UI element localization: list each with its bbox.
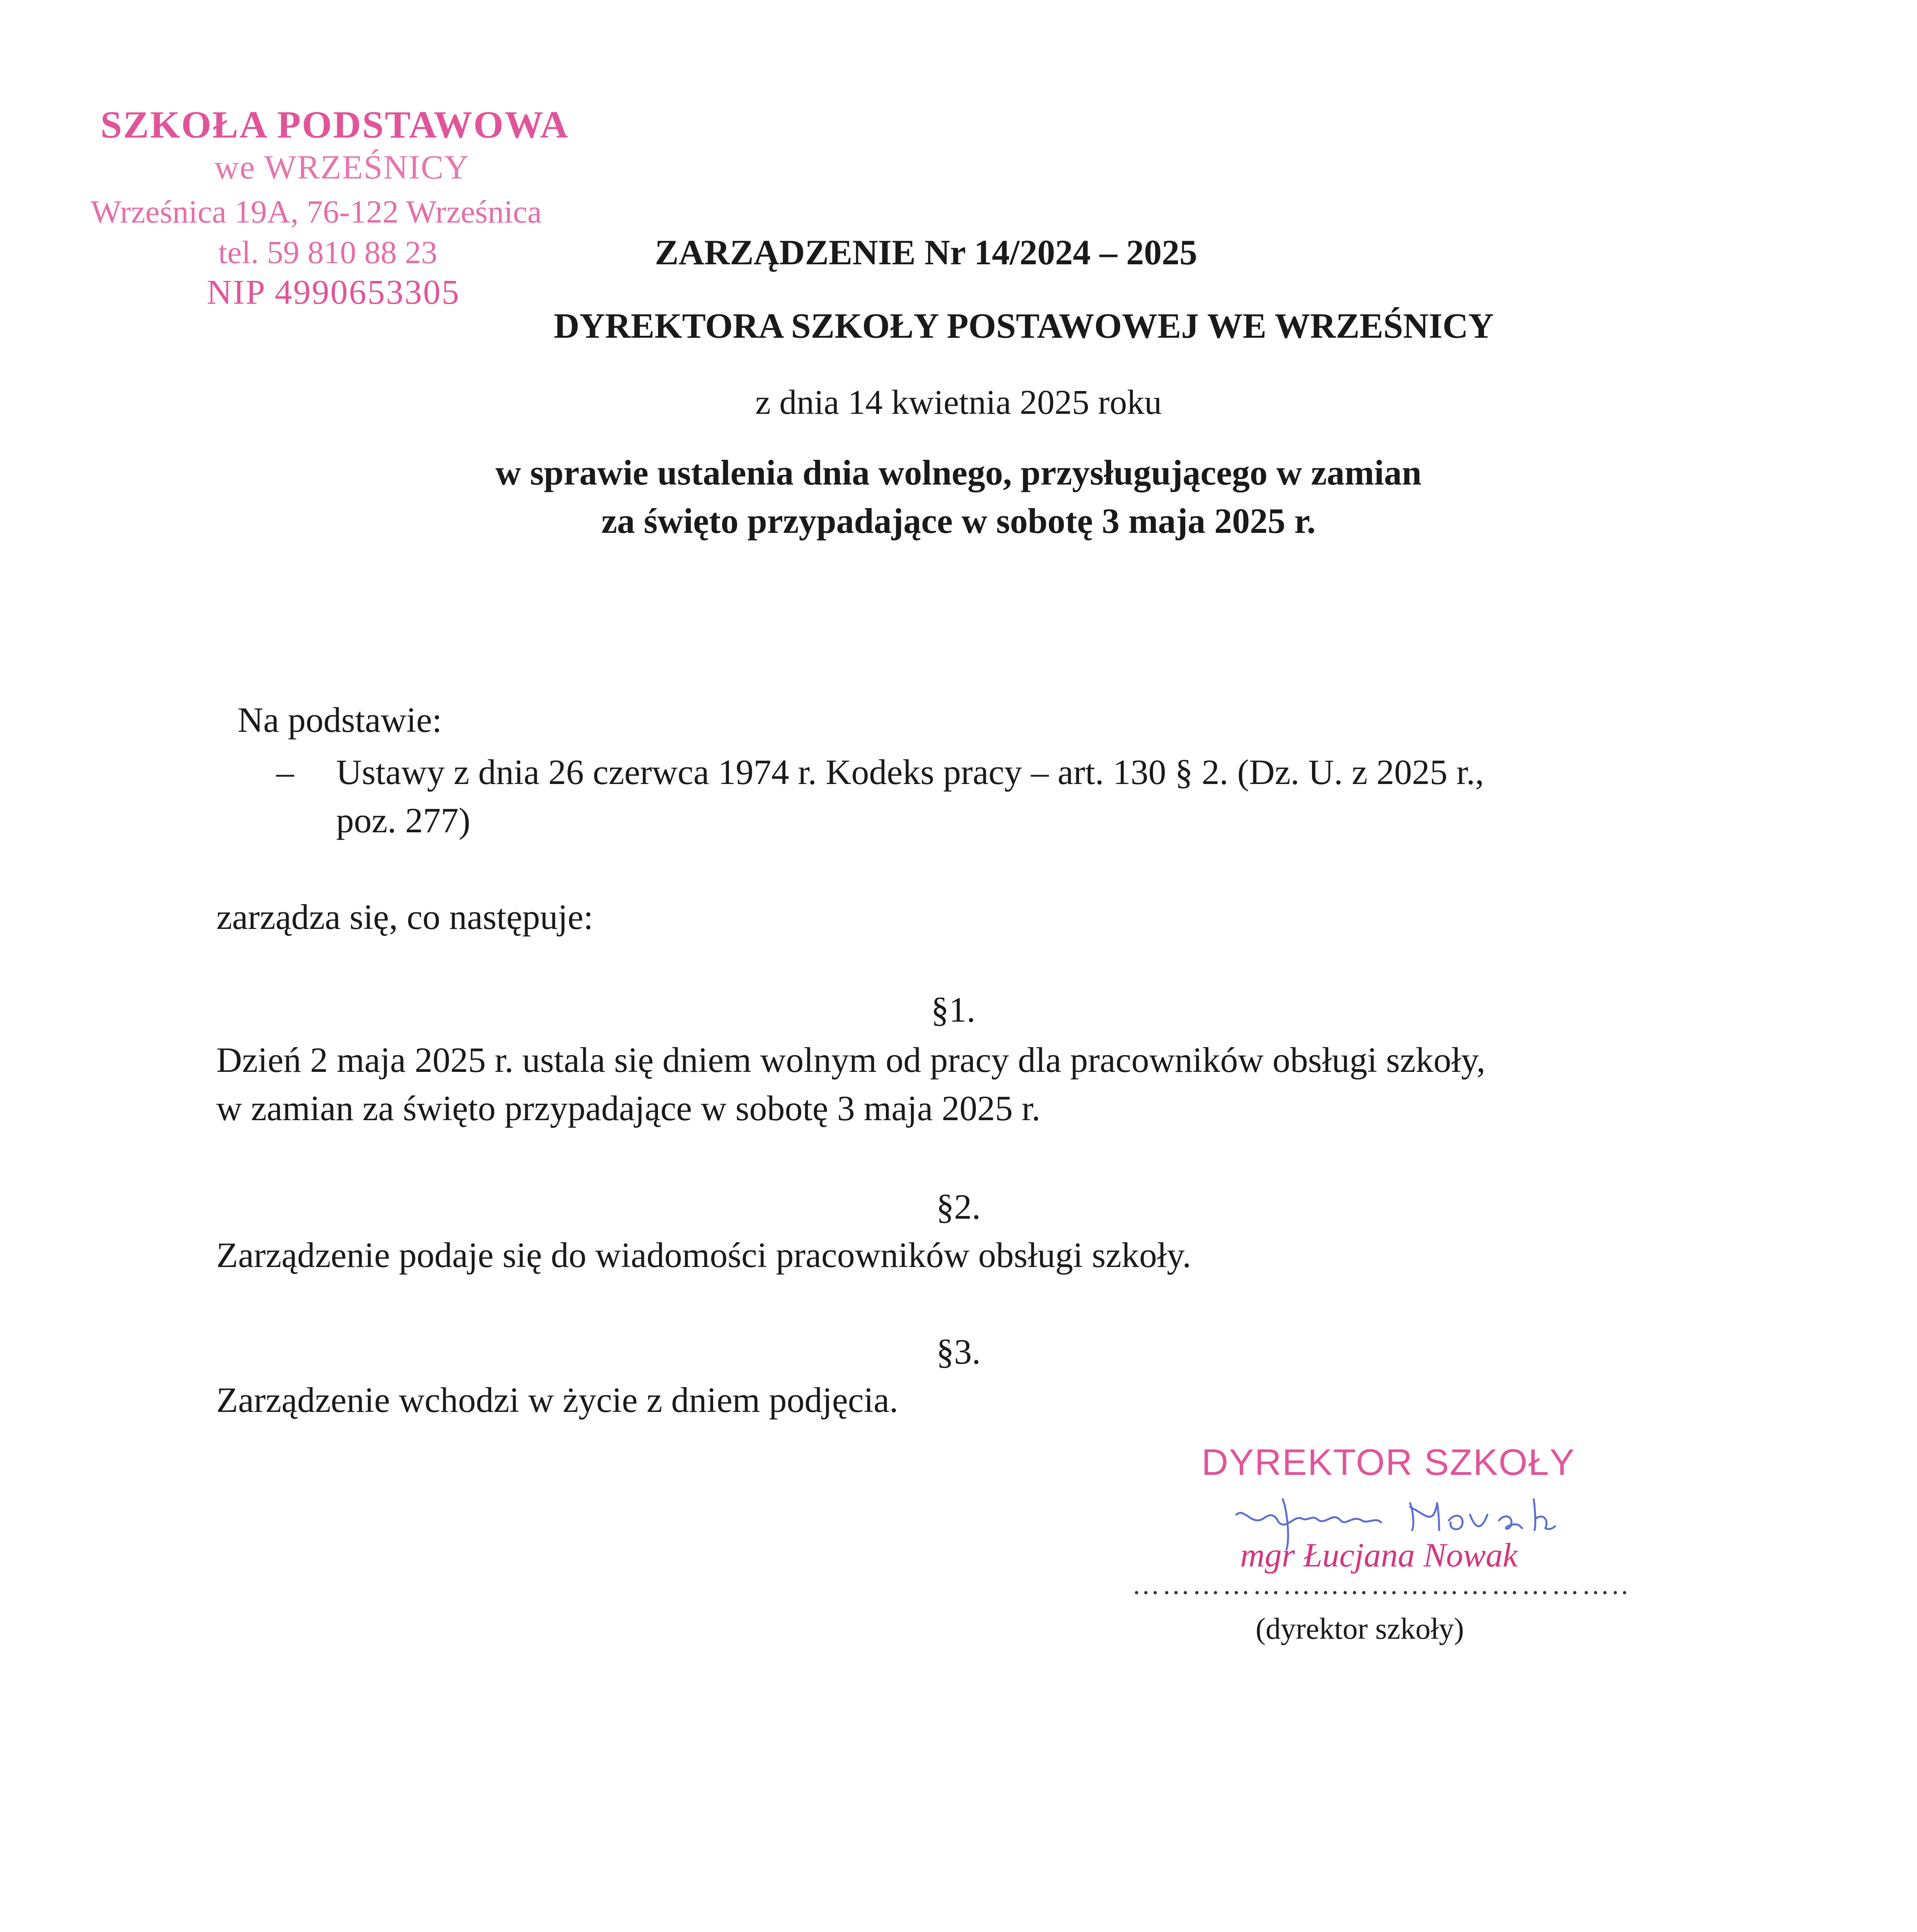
basis-intro: Na podstawie:	[238, 700, 442, 740]
basis-item-line-2: poz. 277)	[336, 801, 471, 840]
document-date: z dnia 14 kwietnia 2025 roku	[755, 383, 1162, 422]
paragraph-1-line-2: w zamian za święto przypadające w sobotę 3 maja 2025 r.	[216, 1088, 1041, 1128]
stamp-line-3: Wrześnica 19A, 76-122 Wrześnica	[91, 194, 542, 230]
paragraph-1-line-1: Dzień 2 maja 2025 r. ustala się dniem wolnym od pracy dla pracowników obsługi szkoły,	[216, 1040, 1485, 1080]
subject-line-2: za święto przypadające w sobotę 3 maja 2025 r.	[601, 501, 1316, 541]
paragraph-2-number: §2.	[936, 1187, 981, 1226]
signature-role-stamp: DYREKTOR SZKOŁY	[1202, 1442, 1575, 1483]
stamp-line-5: NIP 4990653305	[207, 273, 461, 311]
basis-item-line-1: Ustawy z dnia 26 czerwca 1974 r. Kodeks pracy – art. 130 § 2. (Dz. U. z 2025 r.,	[336, 752, 1484, 792]
paragraph-3-line-1: Zarządzenie wchodzi w życie z dniem podjęcia.	[216, 1380, 898, 1420]
signature-caption: (dyrektor szkoły)	[1256, 1612, 1464, 1645]
paragraph-1-number: §1.	[931, 990, 975, 1029]
document-title: ZARZĄDZENIE Nr 14/2024 – 2025	[655, 233, 1197, 272]
stamp-line-1: SZKOŁA PODSTAWOWA	[100, 103, 569, 146]
paragraph-3-number: §3.	[936, 1332, 981, 1371]
stamp-line-4: tel. 59 810 88 23	[218, 235, 437, 270]
signature-dotted-line: ………………...………………………..	[1132, 1569, 1630, 1600]
paragraph-2-line-1: Zarządzenie podaje się do wiadomości pracowników obsługi szkoły.	[216, 1235, 1191, 1275]
basis-bullet: –	[276, 752, 294, 792]
document-subtitle: DYREKTORA SZKOŁY POSTAWOWEJ WE WRZEŚNICY	[554, 306, 1494, 345]
signatory-name: mgr Łucjana Nowak	[1240, 1537, 1518, 1574]
stamp-line-2: we WRZEŚNICY	[214, 149, 470, 186]
subject-line-1: w sprawie ustalenia dnia wolnego, przysługującego w zamian	[495, 453, 1422, 492]
orders-intro: zarządza się, co następuje:	[216, 897, 593, 937]
